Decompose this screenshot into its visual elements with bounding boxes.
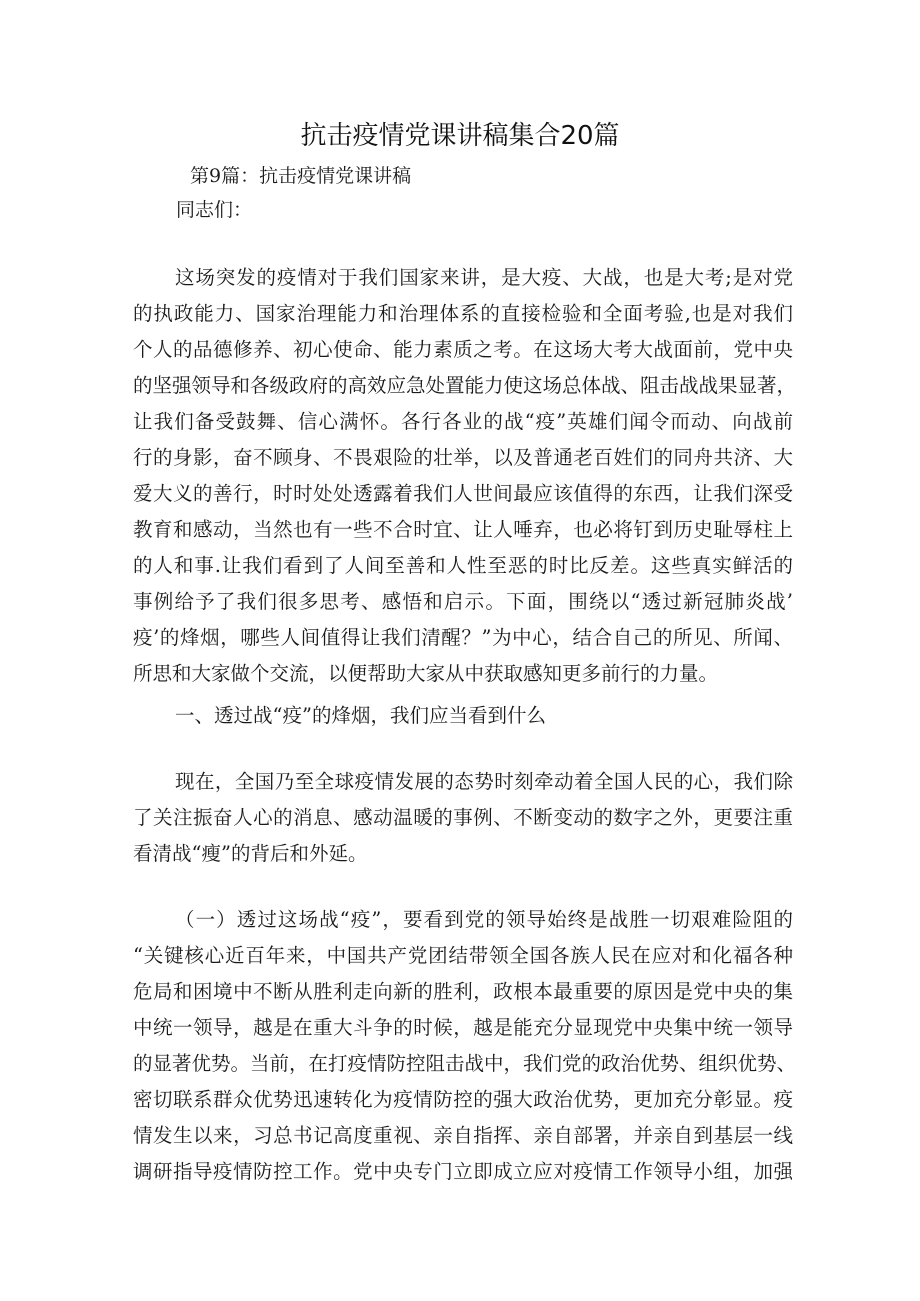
- paragraph-line: 中统一领导，越是在重大斗争的时候，越是能充分显现党中央集中统一领导: [133, 1016, 793, 1039]
- paragraph-line: 事例给予了我们很多思考、感悟和启示。下面，围绕以“透过新冠肺炎战’: [133, 590, 793, 613]
- paragraph-line: 看清战“瘦”的背后和外延。: [133, 842, 368, 865]
- paragraph-line: 疫’的烽烟，哪些人间值得让我们清醒？”为中心，结合自己的所见、所闻、: [133, 626, 793, 649]
- paragraph-line: 调研指导疫情防控工作。党中央专门立即成立应对疫情工作领导小组，加强: [133, 1160, 793, 1183]
- paragraph-line: 教育和感动，当然也有一些不合时宜、让人唾弃，也必将钉到历史耻辱柱上: [133, 518, 793, 541]
- paragraph-line: 了关注振奋人心的消息、感动温暖的事例、不断变动的数字之外，更要注重: [133, 806, 793, 829]
- paragraph-intro: [133, 260, 797, 692]
- paragraph-line: 让我们备受鼓舞、信心满怀。各行各业的战“疫”英雄们闻令而动、向战前: [133, 410, 793, 433]
- paragraph-line: （一）透过这场战“疫”，要看到党的领导始终是战胜一切艰难险阻的: [175, 908, 793, 931]
- paragraph-line: 行的身影，奋不顾身、不畏艰险的壮举，以及普通老百姓们的同舟共济、大: [133, 446, 793, 469]
- paragraph-line: “关键核心近百年来，中国共产党团结带领全国各族人民在应对和化福各种: [133, 944, 793, 967]
- paragraph-line: 的执政能力、国家治理能力和治理体系的直接检验和全面考验,也是对我们: [133, 302, 793, 325]
- document-subtitle: 第9篇：抗击疫情党课讲稿: [190, 165, 412, 187]
- salutation: 同志们：: [176, 199, 253, 221]
- document-title: 抗击疫情党课讲稿集合20篇: [300, 121, 620, 151]
- paragraph-line: 个人的品德修养、初心使命、能力素质之考。在这场大考大战面前，党中央: [133, 338, 793, 361]
- paragraph-line: 的坚强领导和各级政府的高效应急处置能力使这场总体战、阻击战战果显著，: [133, 374, 797, 397]
- paragraph-line: 的显著优势。当前，在打疫情防控阻击战中，我们党的政治优势、组织优势、: [133, 1052, 797, 1075]
- paragraph-line: 所思和大家做个交流，以便帮助大家从中获取感知更多前行的力量。: [133, 662, 719, 685]
- paragraph-line: 这场突发的疫情对于我们国家来讲，是大疫、大战，也是大考;是对党: [175, 266, 793, 289]
- paragraph-section-intro: [133, 764, 793, 872]
- paragraph-line: 危局和困境中不断从胜利走向新的胜利，政根本最重要的原因是党中央的集: [133, 980, 793, 1003]
- paragraph-line: 现在，全国乃至全球疫情发展的态势时刻牵动着全国人民的心，我们除: [175, 770, 793, 793]
- paragraph-line: 情发生以来，习总书记高度重视、亲自指挥、亲自部署，并亲自到基层一线: [133, 1124, 793, 1147]
- paragraph-subsection-1: [133, 902, 797, 1190]
- paragraph-line: 密切联系群众优势迅速转化为疫情防控的强大政治优势，更加充分彰显。疫: [133, 1088, 793, 1111]
- paragraph-line: 爱大义的善行，时时处处透露着我们人世间最应该值得的东西，让我们深受: [133, 482, 793, 505]
- section-heading: 一、透过战“疫”的烽烟，我们应当看到什么: [175, 704, 546, 727]
- paragraph-line: 的人和事.让我们看到了人间至善和人性至恶的时比反差。这些真实鲜活的: [133, 554, 793, 577]
